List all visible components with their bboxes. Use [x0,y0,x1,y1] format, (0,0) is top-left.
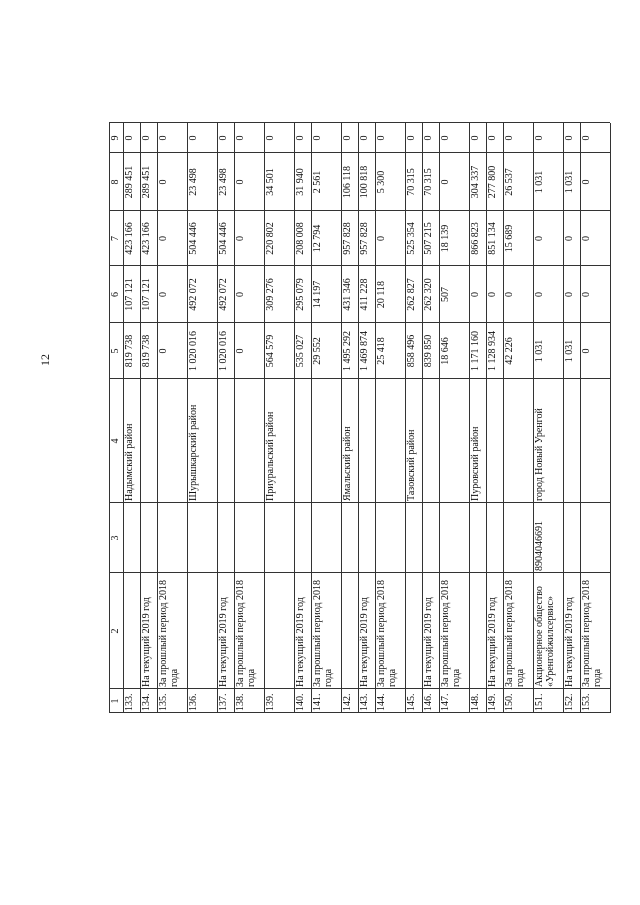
district-name: Ямальский район [342,426,353,501]
inn-code [294,503,311,573]
rotated-table [109,19,603,713]
value-cell: 0 [124,135,135,141]
row-number: 136. [188,693,199,711]
value-cell: 23 498 [188,168,199,196]
row-number: 146. [423,693,434,711]
value-cell: 507 215 [423,222,434,255]
value-cell: 839 850 [423,334,434,368]
value-cell: 0 [564,236,575,241]
value-cell: 0 [158,179,169,185]
row-label: На текущий 2019 год [295,597,306,687]
value-cell: 220 802 [265,222,276,255]
inn-code [234,503,264,573]
value-cell: 70 315 [406,168,417,196]
row-number: 140. [295,693,306,711]
value-cell: 851 134 [487,222,498,255]
value-cell: 0 [141,135,152,141]
row-number: 149. [487,693,498,711]
value-cell: 0 [218,135,229,141]
column-header: 4 [110,438,121,444]
value-cell: 423 166 [141,222,152,255]
column-header: 9 [110,135,121,141]
inn-code [375,503,405,573]
value-cell: 0 [534,292,545,297]
value-cell: 0 [158,348,169,354]
value-cell: 1 031 [564,339,575,363]
inn-code [341,503,358,573]
column-header: 8 [110,179,121,185]
column-header: 7 [110,236,121,241]
value-cell: 262 827 [406,278,417,311]
district-name: Надымский район [124,423,135,501]
value-cell: 0 [235,179,246,185]
value-cell: 1 031 [564,170,575,194]
row-number: 150. [504,693,515,711]
row-label: За прошлый период 2018 года [235,579,257,687]
value-cell: 1 128 934 [487,331,498,371]
value-cell: 0 [534,135,545,141]
inn-code [503,503,533,573]
value-cell: 0 [581,348,592,354]
value-cell: 492 072 [218,278,229,311]
value-cell: 504 446 [218,222,229,255]
row-number: 153. [581,693,592,711]
district-name: город Новый Уренгой [534,408,545,501]
value-cell: 15 689 [504,224,515,253]
value-cell: 492 072 [188,278,199,311]
value-cell: 107 121 [141,278,152,311]
column-header: 2 [110,628,121,634]
value-cell: 304 337 [470,165,481,199]
value-cell: 0 [235,348,246,354]
value-cell: 0 [235,135,246,141]
row-label: На текущий 2019 год [218,597,229,687]
value-cell: 957 828 [359,222,370,255]
district-name [563,379,580,503]
value-cell: 70 315 [423,168,434,196]
inn-code: 8904046691 [534,521,545,571]
value-cell: 23 498 [218,168,229,196]
row-label: На текущий 2019 год [359,597,370,687]
district-name [580,379,610,503]
value-cell: 42 226 [504,337,515,365]
value-cell: 289 451 [124,165,135,199]
district-name [503,379,533,503]
inn-code [187,503,217,573]
inn-code [563,503,580,573]
value-cell: 819 738 [124,334,135,368]
value-cell: 431 346 [342,278,353,311]
value-cell: 0 [564,135,575,141]
value-cell: 0 [406,135,417,141]
value-cell: 309 276 [265,278,276,311]
value-cell: 0 [470,135,481,141]
value-cell: 0 [265,135,276,141]
inn-code [486,503,503,573]
value-cell: 0 [158,292,169,297]
district-name [294,379,311,503]
row-label [123,573,140,689]
inn-code [311,503,341,573]
value-cell: 866 823 [470,222,481,255]
value-cell: 0 [581,236,592,241]
row-label: На текущий 2019 год [564,597,575,687]
value-cell: 0 [376,135,387,141]
row-label: На текущий 2019 год [423,597,434,687]
value-cell: 0 [423,135,434,141]
row-label [187,573,217,689]
value-cell: 1 031 [534,339,545,363]
row-label: За прошлый период 2018 года [158,579,180,687]
district-name [422,379,439,503]
row-label: За прошлый период 2018 года [312,579,334,687]
row-number: 143. [359,693,370,711]
column-header: 3 [110,535,121,541]
value-cell: 262 320 [423,278,434,311]
row-number: 145. [406,693,417,711]
row-number: 133. [124,693,135,711]
district-name [358,379,375,503]
district-name: Шурышкарский район [188,404,199,501]
district-name [217,379,234,503]
row-number: 141. [312,693,323,711]
row-number: 144. [376,693,387,711]
value-cell: 2 561 [312,170,323,194]
row-number: 138. [235,693,246,711]
row-label: На текущий 2019 год [487,597,498,687]
district-name [486,379,503,503]
value-cell: 1 469 874 [359,331,370,371]
inn-code [157,503,187,573]
value-cell: 25 418 [376,337,387,365]
value-cell: 819 738 [141,334,152,368]
row-number: 137. [218,693,229,711]
row-label: Акционерное общество «Уренгойжилсервис» [534,586,556,687]
value-cell: 0 [581,179,592,185]
row-label: За прошлый период 2018 года [376,579,398,687]
value-cell: 107 121 [124,278,135,311]
value-cell: 289 451 [141,165,152,199]
value-cell: 504 446 [188,222,199,255]
value-cell: 1 020 016 [218,331,229,371]
value-cell: 1 031 [534,170,545,194]
value-cell: 29 552 [312,337,323,365]
value-cell: 0 [440,135,451,141]
value-cell: 0 [235,292,246,297]
inn-code [217,503,234,573]
value-cell: 14 197 [312,280,323,309]
district-name [439,379,469,503]
value-cell: 0 [295,135,306,141]
value-cell: 957 828 [342,222,353,255]
value-cell: 0 [581,135,592,141]
row-label [469,573,486,689]
row-number: 139. [265,693,276,711]
value-cell: 0 [376,236,387,241]
value-cell: 0 [359,135,370,141]
district-name [375,379,405,503]
value-cell: 0 [487,292,498,297]
data-table [109,19,603,713]
value-cell: 0 [235,236,246,241]
inn-code [264,503,294,573]
value-cell: 525 354 [406,222,417,255]
value-cell: 20 118 [376,280,387,309]
value-cell: 5 300 [376,170,387,194]
value-cell: 0 [440,179,451,185]
value-cell: 295 079 [295,278,306,311]
value-cell: 1 020 016 [188,331,199,371]
row-label [405,573,422,689]
value-cell: 0 [342,135,353,141]
value-cell: 0 [581,292,592,297]
row-number: 151. [534,693,545,711]
value-cell: 106 118 [342,165,353,199]
row-label [264,573,294,689]
value-cell: 34 501 [265,168,276,196]
value-cell: 411 228 [359,278,370,311]
column-header: 6 [110,292,121,297]
value-cell: 0 [188,135,199,141]
value-cell: 0 [564,292,575,297]
value-cell: 507 [440,287,451,302]
row-label: За прошлый период 2018 года [504,579,526,687]
value-cell: 26 537 [504,168,515,196]
row-number: 147. [440,693,451,711]
value-cell: 564 579 [265,334,276,368]
row-number: 135. [158,693,169,711]
value-cell: 208 008 [295,222,306,255]
value-cell: 1 495 292 [342,331,353,371]
district-name: Тазовский район [406,429,417,501]
value-cell: 0 [504,135,515,141]
page-number: 12 [38,354,52,366]
value-cell: 100 818 [359,165,370,199]
inn-code [123,503,140,573]
district-name [234,379,264,503]
district-name [140,379,157,503]
value-cell: 0 [158,135,169,141]
column-header: 5 [110,348,121,354]
row-label: На текущий 2019 год [141,597,152,687]
inn-code [422,503,439,573]
value-cell: 423 166 [124,222,135,255]
value-cell: 0 [470,292,481,297]
value-cell: 535 027 [295,334,306,368]
district-name: Пуровский район [470,426,481,501]
value-cell: 0 [158,236,169,241]
value-cell: 18 139 [440,224,451,253]
inn-code [439,503,469,573]
value-cell: 0 [534,236,545,241]
inn-code [140,503,157,573]
row-label: За прошлый период 2018 года [440,579,462,687]
row-number: 142. [342,693,353,711]
district-name [311,379,341,503]
inn-code [469,503,486,573]
value-cell: 0 [504,292,515,297]
value-cell: 12 794 [312,224,323,253]
row-label [341,573,358,689]
district-name [157,379,187,503]
row-number: 134. [141,693,152,711]
row-number: 148. [470,693,481,711]
inn-code [358,503,375,573]
value-cell: 18 646 [440,337,451,365]
column-header: 1 [110,698,121,704]
value-cell: 858 496 [406,334,417,368]
value-cell: 31 940 [295,168,306,196]
inn-code [405,503,422,573]
district-name: Приуральский район [265,411,276,501]
row-label: За прошлый период 2018 года [581,579,603,687]
value-cell: 0 [487,135,498,141]
value-cell: 0 [312,135,323,141]
value-cell: 277 800 [487,165,498,199]
value-cell: 1 171 160 [470,331,481,371]
inn-code [580,503,610,573]
row-number: 152. [564,693,575,711]
row-line [610,123,611,713]
